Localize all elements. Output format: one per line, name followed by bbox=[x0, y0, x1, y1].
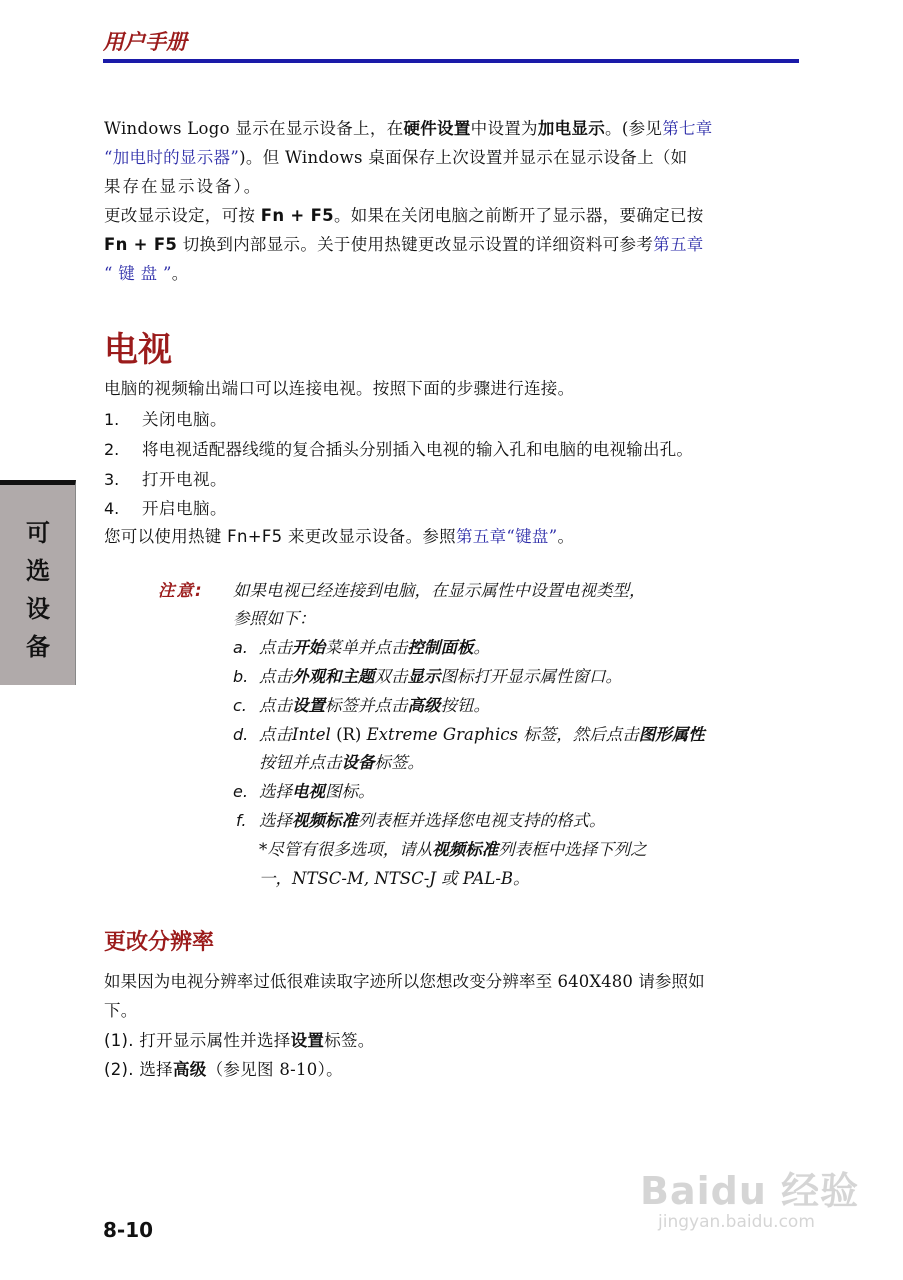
note-item-letter: f. bbox=[236, 811, 247, 830]
text: 更改显示设定，可按 bbox=[104, 206, 261, 225]
side-tab-char: 选 bbox=[26, 557, 50, 585]
note-item-d-cont bbox=[259, 748, 424, 778]
step-number: 3. bbox=[104, 470, 120, 489]
text: Extreme Graphics 标签，然后点击 bbox=[366, 725, 639, 744]
text: 切换到内部显示。关于使用热键更改显示设置的详细资料可参考 bbox=[177, 235, 654, 254]
text: 点击 bbox=[259, 696, 292, 715]
chapter-5-keyboard-link[interactable]: 第五章“键盘” bbox=[455, 527, 558, 546]
hotkey-line bbox=[104, 522, 574, 552]
devices-term: 设备 bbox=[341, 753, 375, 772]
note-item-f-formats: 一，NTSC-M, NTSC-J 或 PAL-B。 bbox=[259, 869, 530, 888]
text: 选择 bbox=[259, 811, 292, 830]
text: )。但 Windows 桌面保存上次设置并显示在显示设备上（如 bbox=[239, 148, 688, 167]
text: 。(参见 bbox=[605, 119, 663, 138]
text: 选择 bbox=[259, 782, 292, 801]
note-item-f bbox=[259, 806, 606, 836]
text: 列表框并选择您电视支持的格式。 bbox=[358, 811, 606, 830]
section-title-resolution: 更改分辨率 bbox=[104, 930, 215, 955]
video-standard-term: 视频标准 bbox=[432, 840, 499, 859]
start-menu-term: 开始 bbox=[292, 638, 325, 657]
step-number: 4. bbox=[104, 499, 120, 518]
text: 按钮。 bbox=[440, 696, 490, 715]
header-rule bbox=[103, 59, 799, 63]
note-item-f-asterisk bbox=[259, 835, 647, 865]
hardware-setup-term: 硬件设置 bbox=[403, 119, 471, 138]
step-text: 将电视适配器线缆的复合插头分别插入电视的输入孔和电脑的电视输出孔。 bbox=[142, 440, 694, 459]
note-item-letter: e. bbox=[233, 782, 248, 801]
text: 点击 bbox=[259, 638, 292, 657]
resolution-step-2 bbox=[104, 1055, 343, 1085]
side-tab-char: 备 bbox=[26, 633, 50, 661]
text: 图标打开显示属性窗口。 bbox=[440, 667, 622, 686]
text: *尽管有很多选项，请从 bbox=[259, 840, 433, 859]
note-intro-1: 如果电视已经连接到电脑，在显示属性中设置电视类型， bbox=[233, 581, 646, 600]
note-item-a bbox=[259, 633, 490, 663]
settings-term: 设置 bbox=[292, 696, 325, 715]
intro-line-4 bbox=[104, 201, 704, 231]
hotkey-fn-f5: Fn+F5 bbox=[227, 527, 283, 546]
appearance-themes-term: 外观和主题 bbox=[292, 667, 375, 686]
side-tab-char: 设 bbox=[26, 595, 50, 623]
intro-line-2 bbox=[104, 143, 687, 173]
note-item-d bbox=[259, 720, 705, 750]
side-tab bbox=[0, 480, 76, 685]
watermark-url: jingyan.baidu.com bbox=[658, 1212, 815, 1232]
text: 标签。 bbox=[324, 1031, 375, 1050]
intro-line-1 bbox=[104, 114, 713, 144]
text: 标签。 bbox=[374, 753, 424, 772]
intro-line-6 bbox=[104, 259, 189, 289]
tv-term: 电视 bbox=[292, 782, 325, 801]
side-tab-char: 可 bbox=[26, 519, 50, 547]
keyboard-link[interactable]: “ 键 盘 ” bbox=[104, 264, 172, 283]
text: 。如果在关闭电脑之前断开了显示器，要确定已按 bbox=[333, 206, 704, 225]
note-item-letter: d. bbox=[233, 725, 249, 744]
text: 选择 bbox=[133, 1060, 173, 1079]
intro-line-5 bbox=[104, 230, 704, 260]
text: 标签并点击 bbox=[325, 696, 408, 715]
note-item-letter: a. bbox=[233, 638, 248, 657]
text: 来更改显示设备。参照 bbox=[282, 527, 456, 546]
hotkey-fn-f5: Fn + F5 bbox=[260, 206, 334, 225]
text: 图标。 bbox=[325, 782, 375, 801]
page-number: 8-10 bbox=[103, 1218, 154, 1242]
text: 。 bbox=[557, 527, 575, 546]
note-item-letter: b. bbox=[233, 667, 249, 686]
note-item-e bbox=[259, 777, 375, 807]
text: （参见图 8-10）。 bbox=[206, 1060, 343, 1079]
section-title-tv: 电视 bbox=[104, 330, 172, 370]
text: 点击 bbox=[259, 667, 292, 686]
note-item-b bbox=[259, 662, 622, 692]
step-text: 开启电脑。 bbox=[142, 499, 227, 518]
power-on-display-term: 加电显示 bbox=[537, 119, 606, 138]
watermark bbox=[640, 1150, 880, 1250]
chapter-5-link[interactable]: 第五章 bbox=[653, 235, 704, 254]
tv-intro: 电脑的视频输出端口可以连接电视。按照下面的步骤进行连接。 bbox=[104, 379, 575, 398]
note-intro-2: 参照如下： bbox=[233, 609, 316, 628]
step-number: (1). bbox=[104, 1031, 134, 1050]
text: 。 bbox=[473, 638, 490, 657]
text: 双击 bbox=[374, 667, 408, 686]
text: (R) bbox=[330, 725, 367, 744]
graphics-properties-term: 图形属性 bbox=[638, 725, 705, 744]
text: 您可以使用热键 bbox=[104, 527, 228, 546]
advanced-term: 高级 bbox=[407, 696, 441, 715]
settings-term: 设置 bbox=[290, 1031, 325, 1050]
text: 列表框中选择下列之 bbox=[498, 840, 647, 859]
text: 点击 bbox=[259, 725, 292, 744]
text: 菜单并点击 bbox=[325, 638, 408, 657]
hotkey-fn-f5: Fn + F5 bbox=[104, 235, 178, 254]
advanced-term: 高级 bbox=[172, 1060, 207, 1079]
step-text: 关闭电脑。 bbox=[142, 410, 227, 429]
resolution-line-2: 下。 bbox=[104, 1001, 138, 1020]
resolution-line-1: 如果因为电视分辨率过低很难读取字迹所以您想改变分辨率至 640X480 请参照如 bbox=[104, 972, 705, 991]
note-label: 注意: bbox=[158, 581, 204, 600]
step-number: (2). bbox=[104, 1060, 134, 1079]
text: Intel bbox=[292, 725, 331, 744]
text: 按钮并点击 bbox=[259, 753, 342, 772]
step-number: 1. bbox=[104, 410, 120, 429]
intro-line-3: 果存在显示设备）。 bbox=[104, 177, 263, 196]
control-panel-term: 控制面板 bbox=[407, 638, 474, 657]
watermark-logo: Baidu 经验 bbox=[640, 1169, 860, 1213]
chapter-7-link[interactable]: 第七章 bbox=[662, 119, 713, 138]
header-title: 用户手册 bbox=[103, 30, 187, 54]
video-standard-term: 视频标准 bbox=[292, 811, 358, 830]
power-on-display-link[interactable]: “加电时的显示器” bbox=[104, 148, 240, 167]
note-item-c bbox=[259, 691, 490, 721]
text: 中设置为 bbox=[470, 119, 538, 138]
step-text: 打开电视。 bbox=[142, 470, 227, 489]
resolution-step-1 bbox=[104, 1026, 375, 1056]
text: Windows Logo 显示在显示设备上，在 bbox=[104, 119, 404, 138]
step-number: 2. bbox=[104, 440, 120, 459]
text: 打开显示属性并选择 bbox=[133, 1031, 291, 1050]
display-term: 显示 bbox=[407, 667, 441, 686]
text: 。 bbox=[171, 264, 189, 283]
note-item-letter: c. bbox=[233, 696, 247, 715]
